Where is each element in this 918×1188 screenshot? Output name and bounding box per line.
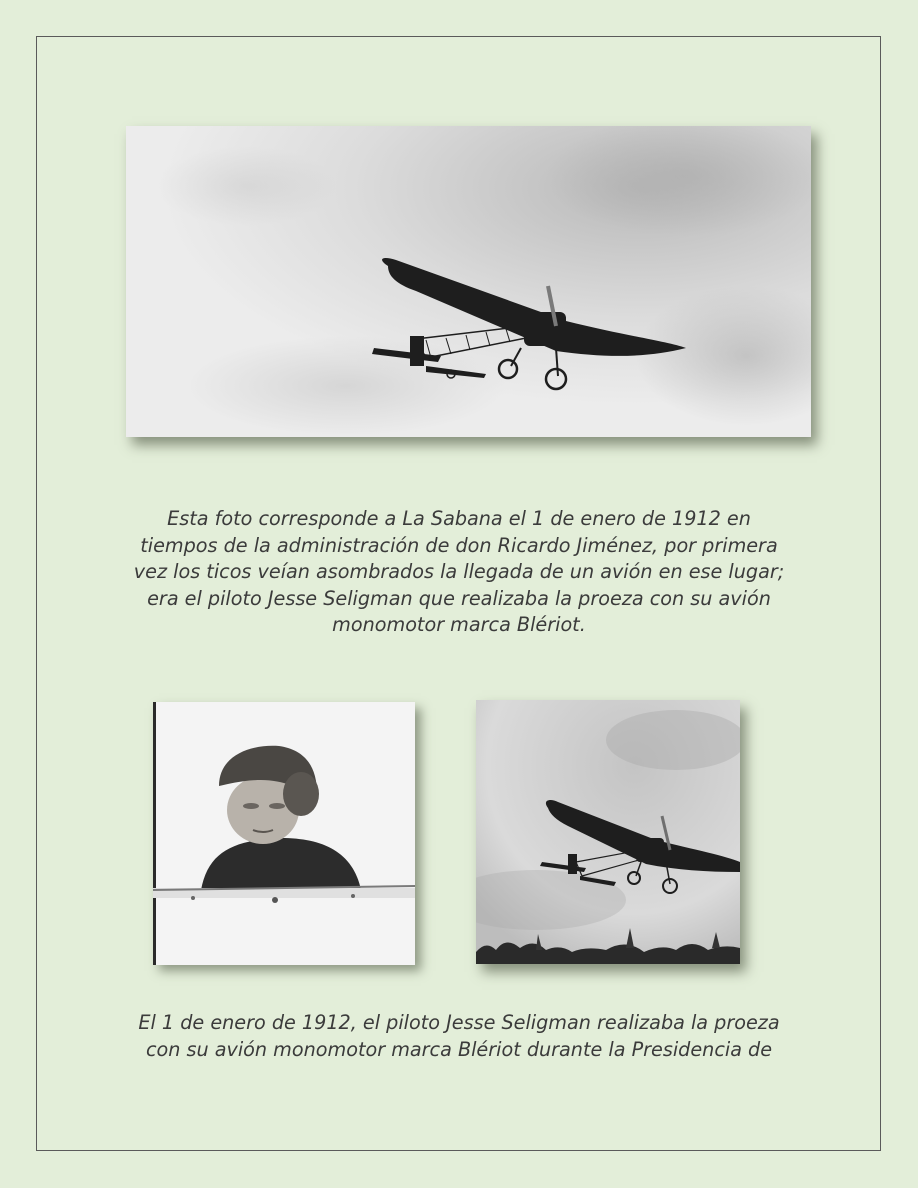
pilot-portrait-photo [153, 702, 415, 965]
caption-line: con su avión monomotor marca Blériot durante la Presidencia de [145, 1037, 773, 1061]
caption-line: monomotor marca Blériot. [332, 613, 586, 636]
photo-caption-main [100, 506, 818, 639]
caption-line: era el piloto Jesse Seligman que realizaba la proeza con su avión [147, 586, 771, 610]
caption-line: El 1 de enero de 1912, el piloto Jesse Seligman realizaba la proeza [138, 1011, 780, 1034]
plane-in-sky-image [126, 126, 811, 437]
photo-caption-secondary [100, 1010, 818, 1063]
caption-line: tiempos de la administración de don Ricardo Jiménez, por primera [140, 533, 778, 557]
bleriot-plane-photo [126, 126, 811, 437]
caption-line: vez los ticos veían asombrados la llegada de un avión en ese lugar; [133, 560, 785, 583]
bleriot-plane-photo-small [476, 700, 740, 964]
plane-over-trees-image [476, 700, 740, 964]
caption-line: Esta foto corresponde a La Sabana el 1 de enero de 1912 en [167, 507, 751, 530]
pilot-portrait-image [153, 702, 415, 965]
